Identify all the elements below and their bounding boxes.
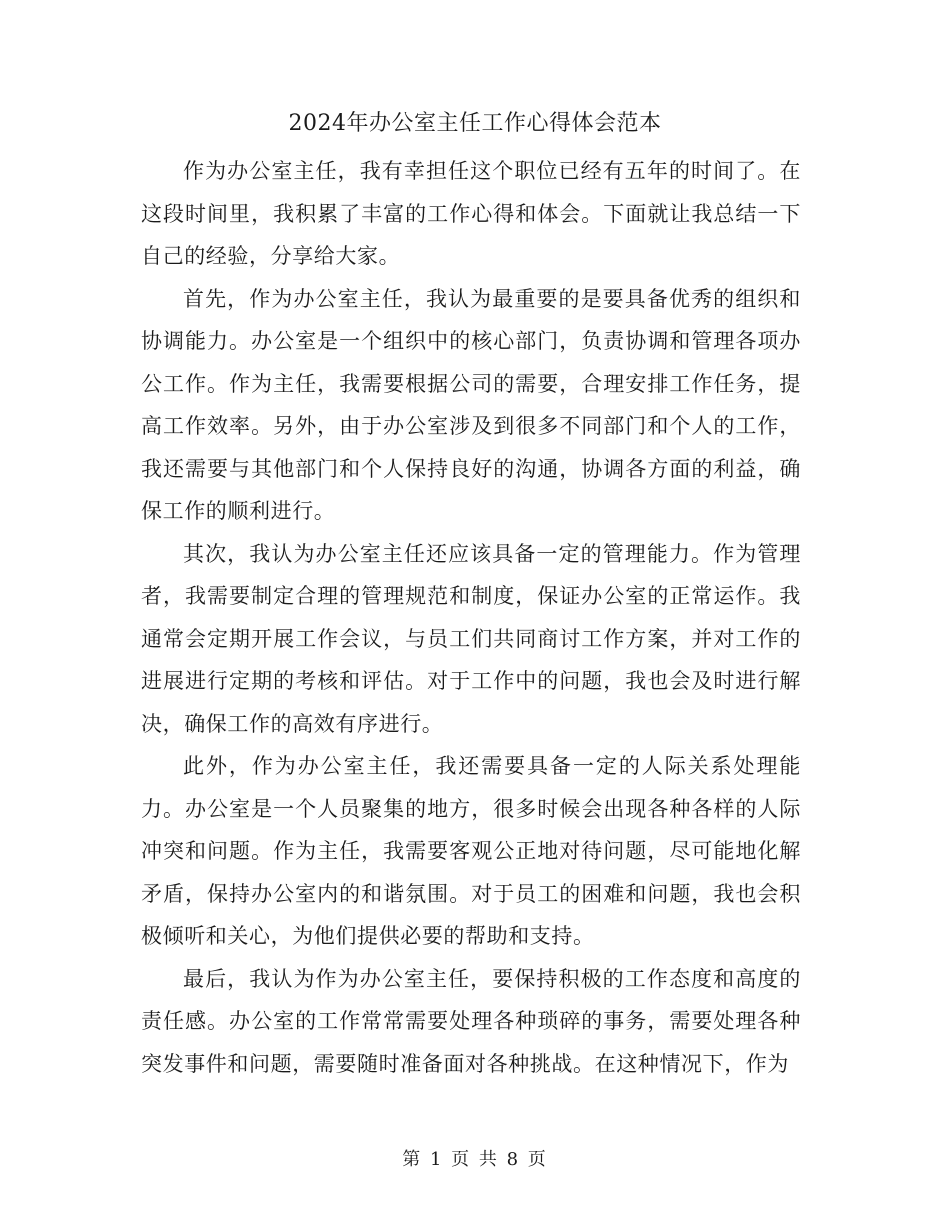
document-body (141, 150, 801, 1085)
paragraph: 作为办公室主任，我有幸担任这个职位已经有五年的时间了。在这段时间里，我积累了丰富的工作心得和体会。下面就让我总结一下自己的经验，分享给大家。 (141, 159, 801, 268)
document-title: 2024年办公室主任工作心得体会范本 (288, 111, 662, 136)
paragraph: 其次，我认为办公室主任还应该具备一定的管理能力。作为管理者，我需要制定合理的管理规范和制度，保证办公室的正常运作。我通常会定期开展工作会议，与员工们共同商讨工作方案，并对工作的进展进行定期的考核和评估。对于工作中的问题，我也会及时进行解决，确保工作的高效有序进行。 (141, 541, 801, 736)
paragraph: 此外，作为办公室主任，我还需要具备一定的人际关系处理能力。办公室是一个人员聚集的地方，很多时候会出现各种各样的人际冲突和问题。作为主任，我需要客观公正地对待问题，尽可能地化解矛盾，保持办公室内的和谐氛围。对于员工的困难和问题，我也会积极倾听和关心，为他们提供必要的帮助和支持。 (141, 754, 801, 948)
paragraph: 首先，作为办公室主任，我认为最重要的是要具备优秀的组织和协调能力。办公室是一个组织中的核心部门，负责协调和管理各项办公工作。作为主任，我需要根据公司的需要，合理安排工作任务，提高工作效率。另外，由于办公室涉及到很多不同部门和个人的工作，我还需要与其他部门和个人保持良好的沟通，协调各方面的利益，确保工作的顺利进行。 (141, 286, 801, 523)
page-number-footer: 第 1 页 共 8 页 (402, 1149, 548, 1170)
paragraph: 最后，我认为作为办公室主任，要保持积极的工作态度和高度的责任感。办公室的工作常常需要处理各种琐碎的事务，需要处理各种突发事件和问题，需要随时准备面对各种挑战。在这种情况下，作为 (141, 966, 801, 1076)
